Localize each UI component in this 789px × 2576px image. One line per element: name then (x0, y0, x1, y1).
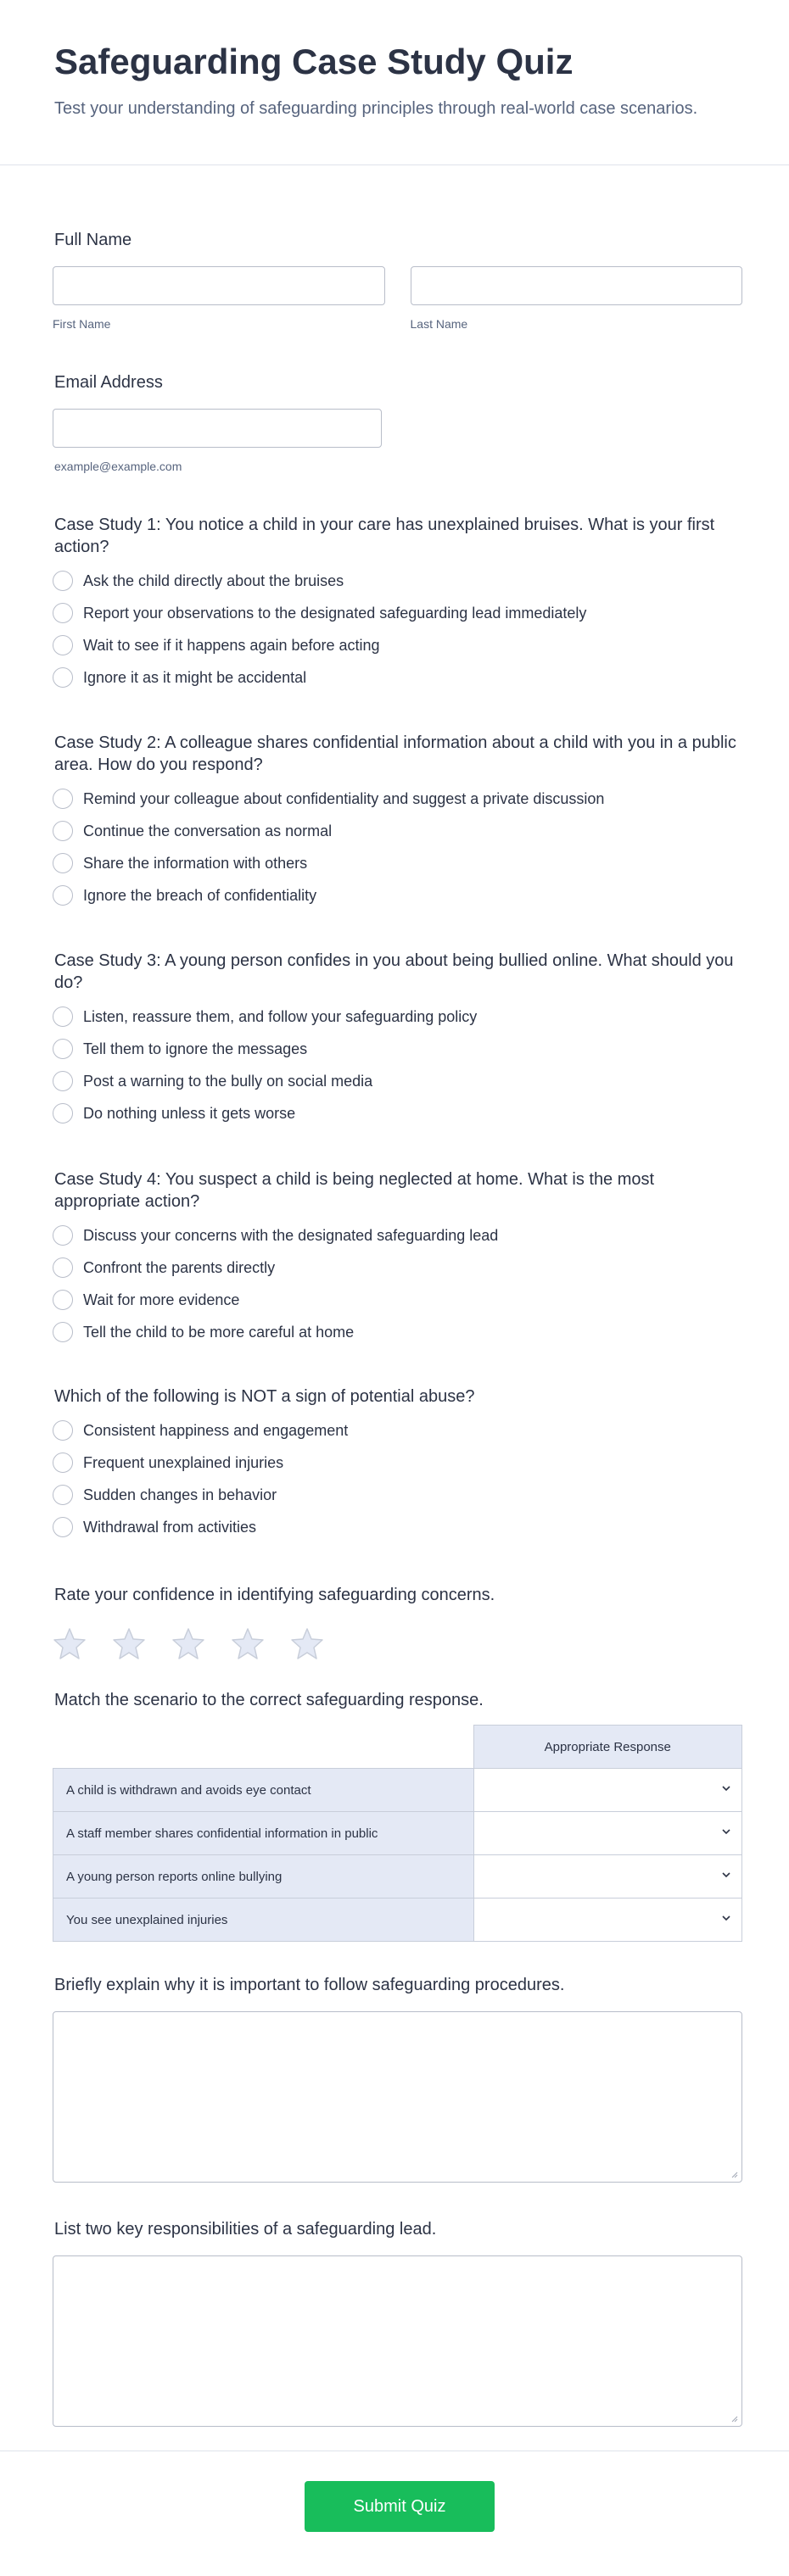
response-dropdown[interactable] (473, 1769, 742, 1812)
option-label: Wait for more evidence (83, 1291, 240, 1308)
email-input[interactable] (53, 409, 382, 448)
option-label: Tell the child to be more careful at home (83, 1323, 355, 1341)
radio-button[interactable] (53, 1006, 73, 1027)
chevron-down-icon (721, 1914, 731, 1922)
responsibilities-question (54, 2218, 742, 2427)
radio-option[interactable] (53, 565, 742, 597)
question-1 (54, 514, 742, 694)
option-label: Frequent unexplained injuries (83, 1453, 284, 1471)
matrix-row-label: You see unexplained injuries (53, 1899, 474, 1942)
star-icon[interactable] (53, 1626, 87, 1660)
chevron-down-icon (721, 1871, 731, 1879)
star-icon[interactable] (112, 1626, 146, 1660)
radio-button[interactable] (53, 853, 73, 873)
explain-question (54, 1974, 742, 2183)
matrix-row-label: A young person reports online bullying (53, 1855, 474, 1899)
question-label: Case Study 4: You suspect a child is being neglected at home. What is the most appropriate action? (54, 1170, 655, 1211)
radio-option[interactable] (53, 1001, 742, 1033)
radio-option[interactable] (53, 1033, 742, 1065)
radio-option[interactable] (53, 1097, 742, 1129)
radio-option[interactable] (53, 879, 742, 912)
explain-label: Briefly explain why it is important to follow safeguarding procedures. (54, 1976, 565, 1994)
radio-button[interactable] (53, 1103, 73, 1124)
email-label: Email Address (54, 373, 163, 392)
matrix-corner (53, 1726, 474, 1769)
star-rating (53, 1626, 742, 1660)
radio-option[interactable] (53, 815, 742, 847)
option-label: Ask the child directly about the bruises (83, 572, 344, 589)
option-label: Report your observations to the designated safeguarding lead immediately (83, 604, 587, 622)
explain-textarea[interactable] (53, 2011, 742, 2183)
matrix-row (53, 1812, 742, 1855)
radio-button[interactable] (53, 603, 73, 623)
first-name-input[interactable] (53, 266, 385, 305)
option-label: Continue the conversation as normal (83, 822, 333, 839)
radio-option[interactable] (53, 783, 742, 815)
question-5 (54, 1386, 742, 1543)
question-label: Which of the following is NOT a sign of potential abuse? (54, 1387, 475, 1406)
option-label: Ignore it as it might be accidental (83, 668, 307, 686)
radio-button[interactable] (53, 1485, 73, 1505)
option-label: Ignore the breach of confidentiality (83, 886, 317, 904)
page-title: Safeguarding Case Study Quiz (54, 42, 574, 81)
radio-button[interactable] (53, 667, 73, 688)
radio-option[interactable] (53, 1252, 742, 1284)
matrix-table (53, 1725, 742, 1942)
matrix-column-header: Appropriate Response (473, 1726, 742, 1769)
resize-grip-icon[interactable] (730, 2170, 738, 2178)
radio-button[interactable] (53, 789, 73, 809)
question-3 (54, 950, 742, 1129)
response-dropdown[interactable] (473, 1812, 742, 1855)
matrix-row (53, 1769, 742, 1812)
email-field (54, 371, 742, 473)
radio-button[interactable] (53, 635, 73, 655)
question-4 (54, 1168, 742, 1348)
matrix-question (54, 1689, 742, 1942)
question-label: Case Study 3: A young person confides in you about being bullied online. What should you do? (54, 951, 734, 992)
option-label: Discuss your concerns with the designated safeguarding lead (83, 1226, 499, 1244)
radio-button[interactable] (53, 1290, 73, 1310)
question-label: Case Study 1: You notice a child in your care has unexplained bruises. What is your first action? (54, 516, 715, 556)
question-label: Case Study 2: A colleague shares confidential information about a child with you in a public area. How do you respond? (54, 733, 736, 774)
star-icon[interactable] (171, 1626, 205, 1660)
star-icon[interactable] (231, 1626, 265, 1660)
form-header (0, 0, 789, 165)
option-label: Post a warning to the bully on social media (83, 1072, 373, 1090)
radio-option[interactable] (53, 1284, 742, 1316)
page-subtitle: Test your understanding of safeguarding principles through real-world case scenarios. (54, 99, 698, 119)
rating-label: Rate your confidence in identifying safeguarding concerns. (54, 1586, 495, 1604)
responsibilities-label: List two key responsibilities of a safeguarding lead. (54, 2220, 437, 2239)
response-dropdown[interactable] (473, 1899, 742, 1942)
matrix-row-label: A staff member shares confidential information in public (53, 1812, 474, 1855)
option-label: Tell them to ignore the messages (83, 1040, 308, 1057)
radio-button[interactable] (53, 821, 73, 841)
radio-button[interactable] (53, 1452, 73, 1473)
radio-option[interactable] (53, 1479, 742, 1511)
radio-option[interactable] (53, 661, 742, 694)
full-name-field (54, 229, 742, 331)
option-label: Sudden changes in behavior (83, 1486, 277, 1503)
last-name-input[interactable] (411, 266, 743, 305)
confidence-rating (54, 1584, 742, 1660)
radio-option[interactable] (53, 629, 742, 661)
radio-option[interactable] (53, 847, 742, 879)
responsibilities-textarea[interactable] (53, 2255, 742, 2427)
radio-option[interactable] (53, 1447, 742, 1479)
star-icon[interactable] (290, 1626, 324, 1660)
option-label: Wait to see if it happens again before acting (83, 636, 380, 654)
matrix-row (53, 1855, 742, 1899)
radio-option[interactable] (53, 1511, 742, 1543)
first-name-sublabel: First Name (53, 317, 111, 331)
option-label: Listen, reassure them, and follow your safeguarding policy (83, 1007, 478, 1025)
response-dropdown[interactable] (473, 1855, 742, 1899)
radio-button[interactable] (53, 1225, 73, 1246)
radio-button[interactable] (53, 1322, 73, 1342)
matrix-label: Match the scenario to the correct safeguarding response. (54, 1691, 484, 1709)
radio-option[interactable] (53, 597, 742, 629)
radio-button[interactable] (53, 1071, 73, 1091)
matrix-row-label: A child is withdrawn and avoids eye contact (53, 1769, 474, 1812)
email-sublabel: example@example.com (54, 460, 182, 473)
full-name-label: Full Name (54, 231, 132, 249)
resize-grip-icon[interactable] (730, 2414, 738, 2423)
radio-button[interactable] (53, 885, 73, 906)
radio-option[interactable] (53, 1219, 742, 1252)
form-footer (0, 2451, 789, 2576)
option-label: Withdrawal from activities (83, 1518, 257, 1536)
radio-button[interactable] (53, 1420, 73, 1441)
radio-button[interactable] (53, 1257, 73, 1278)
chevron-down-icon (721, 1784, 731, 1793)
radio-option[interactable] (53, 1065, 742, 1097)
radio-option[interactable] (53, 1414, 742, 1447)
question-2 (54, 732, 742, 912)
option-label: Consistent happiness and engagement (83, 1421, 349, 1439)
chevron-down-icon (721, 1827, 731, 1836)
radio-option[interactable] (53, 1316, 742, 1348)
radio-button[interactable] (53, 1517, 73, 1537)
radio-button[interactable] (53, 571, 73, 591)
matrix-row (53, 1899, 742, 1942)
option-label: Share the information with others (83, 854, 308, 872)
last-name-sublabel: Last Name (410, 317, 468, 331)
radio-button[interactable] (53, 1039, 73, 1059)
option-label: Confront the parents directly (83, 1258, 276, 1276)
option-label: Remind your colleague about confidentiality and suggest a private discussion (83, 789, 605, 807)
option-label: Do nothing unless it gets worse (83, 1104, 296, 1122)
submit-button[interactable]: Submit Quiz (305, 2481, 495, 2532)
